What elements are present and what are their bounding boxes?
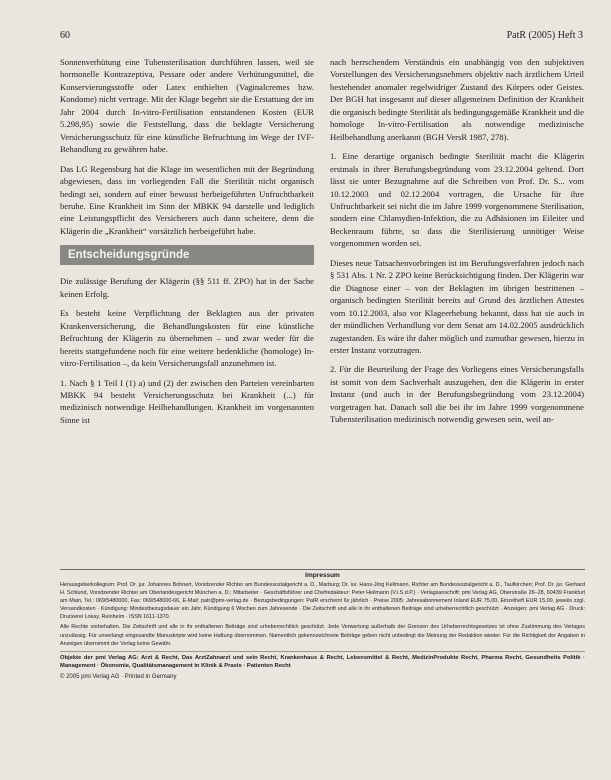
body-paragraph: Die zulässige Berufung der Klägerin (§§ 511 ff. ZPO) hat in der Sache keinen Erfolg. [60,276,314,299]
page-number: 60 [60,30,70,41]
impressum-box [60,569,585,680]
impressum-text: Herausgeberkollegium: Prof. Dr. jur. Johannes Bohnert, Vorsitzender Richter am Bundessozialgericht a. D., Marburg; Dr. iur. Hans-Jörg Kellmann, Richter am Bundessozialgericht a. D., Taufkirchen; Prof. Dr. jur. Gerhard H. Schlund, Vorsitzender Richter am Oberlandesgericht München a. D.; Mitarbeiter · Geschäftsführer und Chefredakteur: Peter Heilmann (V.i.S.d.P.) · Verlagsanschrift: pmi Verlag AG, Oberstraße 26–28, 60439 Frankfurt am Main, Tel.: 069/5480000, Fax: 069/548000-66, E-Mail: patr@pmi-verlag.de · Bezugsbedingungen: PatR erscheint 6x jährlich · Preise 2005: Jahresabonnement Inland EUR 75,00, Einzelheft EUR 15,00, jeweils zzgl. Versandkosten · Kündigung: Mindestbezugsdauer ein Jahr, Kündigung 6 Wochen zum Jahresende · Die Zeitschrift und alle in ihr enthaltenen Beiträge sind urheberrechtlich geschützt · Anzeigen: pmi Verlag AG · Druck: Druckerei Lokay, Reinheim · ISSN 1611-1370. [60,582,585,621]
impressum-title: Impressum [305,572,340,579]
body-paragraph: 1. Nach § 1 Teil I (1) a) und (2) der zwischen den Parteien vereinbarten MBKK 94 besteht Versicherungsschutz bei Krankheit (...) für medizinisch notwendige Heilbehandlungen. Krankheit im vorgenannten Sinne ist [60,377,314,425]
impressum-text: Alle Rechte vorbehalten. Die Zeitschrift und alle in ihr enthaltenen Beiträge sind urheberrechtlich geschützt. Jede Verwertung außerhalb der Grenzen des Urheberrechtsgesetzes ist ohne Zustimmung des Verlages unzulässig. Für unverlangt eingesandte Manuskripte wird keine Haftung übernommen. Namentlich gekennzeichnete Beiträge geben nicht unbedingt die Meinung der Redaktion wieder. Für die Richtigkeit der Angaben in Anzeigen übernimmt der Verlag keine Gewähr. [60,624,585,647]
publisher-objects: Objekte der pmi Verlag AG: Arzt & Recht, Das ArztZahnarzt und sein Recht, Krankenhaus & Recht, Lebensmittel & Recht, MedizinProdukte Recht, Pharma Recht, Gesundheits Politik · Management · Ökonomie, Qualitätsmanagement in Klinik & Praxis · Patienten Recht [60,651,585,671]
body-paragraph: Es besteht keine Verpflichtung der Beklagten aus der privaten Krankenversicherung, die Behandlungskosten für eine künstliche Befruchtung der Klägerin zu übernehmen – und zwar weder für die bereits stattgefundene noch für eine weitere bedenkliche (homologe) In-vitro-Fertilisation –, da kein Versicherungsfall anzunehmen ist. [60,308,314,369]
body-paragraph: 1. Eine derartige organisch bedingte Sterilität macht die Klägerin erstmals in ihrer Berufungsbegründung vom 23.12.2004 geltend. Dort lässt sie unter Bezugnahme auf die Schreiben von Prof. Dr. S... vom 10.12.2003 und 02.12.2004 vortragen, die Ursache für ihre Unfruchtbarkeit sei nicht die im Jahre 1999 vorgenommene Sterilisation, sondern eine Chlamydien-Infektion, die zu Adhäsionen im Eileiter und Beckenraum führte, so dass die Sterilisierung unnötiger Weise vorgenommen worden sei. [330,151,584,249]
copyright-line: © 2005 pmi Verlag AG · Printed in Germany [60,673,177,680]
body-paragraph: Das LG Regensburg hat die Klage im wesentlichen mit der Begründung abgewiesen, dass im vorliegenden Fall die Sterilität nicht organisch bedingt sei, sondern auf einer bewusst herbeigeführten Unfruchtbarkeit beruhe. Eine Krankheit im Sinn der MBKK 94 darstelle und lediglich eine Leistungspflicht des Versicherers auch dann scheitere, denn die Klägerin die „Krankheit“ vorsätzlich herbeigeführt habe. [60,163,314,236]
left-column [60,56,314,433]
body-paragraph: nach herrschendem Verständnis ein unabhängig von den subjektiven Vorstellungen des Versicherungsnehmers objektiv nach ärztlichem Urteil bestehender anomaler regelwidriger Zustand des Körpers oder Geistes. Der BGH hat insgesamt auf dieser allgemeinen Definition der Krankheit die organisch bedingte Sterilität als bedingungsgemäße Krankheit und die homologe In-vitro-Fertilisation als notwendige medizinische Heilbehandlung anerkannt (BGH VersR 1987, 278). [330,57,584,142]
section-heading: Entscheidungsgründe [60,245,314,265]
body-paragraph: Sonnenverhütung eine Tubensterilisation durchführen lassen, weil sie hormonelle Kontrazeptiva, Pessare oder andere Verhütungsmittel, die Konservierungsstoffe oder Latex enthielten (Vaginalcremes bzw. Kondome) nicht vertrage. Mit der Klage begehrt sie die Erstattung der im Jahr 2004 durch In-vitro-Fertilisation entstandenen Kosten (EUR 5.298,95) sowie die Feststellung, dass die beklagte Versicherung Versicherungsschutz für eine künstliche Befruchtung im Wege der IVF-Behandlung zu gewähren habe. [60,57,314,155]
journal-issue: PatR (2005) Heft 3 [506,30,583,41]
body-paragraph: 2. Für die Beurteilung der Frage des Vorliegens eines Versicherungsfalls ist somit von dem Sachverhalt auszugehen, den die Klägerin in erster Instanz (und auch in der Berufungsbegründung vom 23.12.2004) vorgetragen hat. Danach soll die bei ihr im Jahre 1999 vorgenommene Tubensterilisation medizinisch notwendig gewesen sein, weil an- [330,364,584,425]
right-column [330,56,584,433]
body-paragraph: Dieses neue Tatsachenvorbringen ist im Berufungsverfahren jedoch nach § 531 Abs. 1 Nr. 2 ZPO keine Berücksichtigung finden. Der Klägerin war die Diagnose einer – von der Beklagten im übrigen bestrittenen – organisch bedingten Sterilität bereits auf Grund des ärztlichen Attestes vom 10.12.2003, also vor Klageerhebung bekannt, dass hat sie auch in der mündlichen Verhandlung vor dem Senat am 14.02.2005 ausdrücklich zugestanden. Es wäre ihr daher möglich und zumutbar gewesen, hierzu in erster Instanz vorzutragen. [330,257,584,355]
